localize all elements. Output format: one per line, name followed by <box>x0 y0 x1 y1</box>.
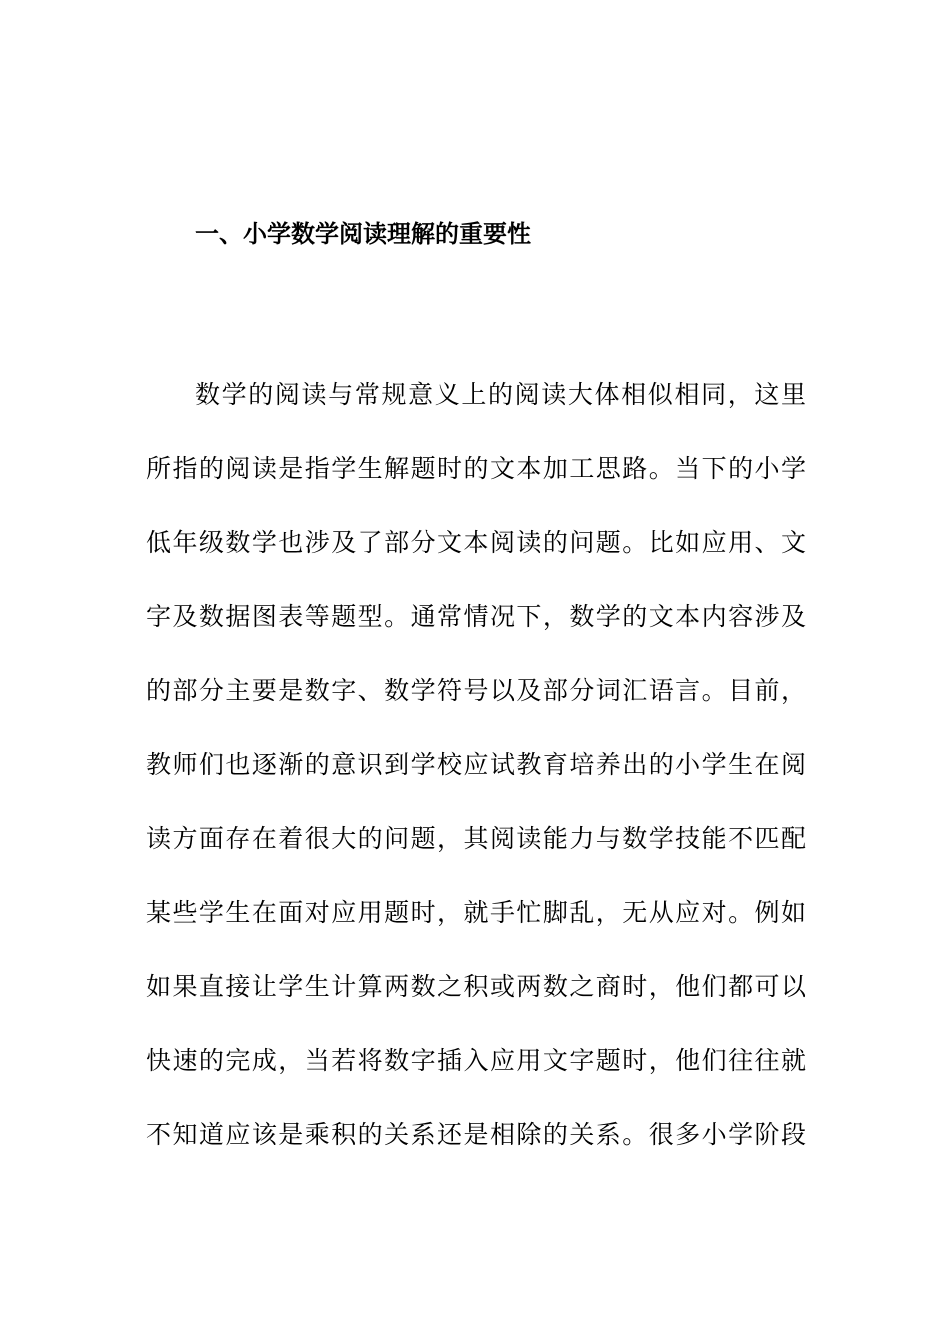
paragraph-line: 的部分主要是数字、数学符号以及部分词汇语言。目前， <box>146 676 806 705</box>
paragraph-line: 不知道应该是乘积的关系还是相除的关系。很多小学阶段 <box>146 1120 806 1149</box>
paragraph-line: 低年级数学也涉及了部分文本阅读的问题。比如应用、文 <box>146 528 806 557</box>
paragraph-line: 数学的阅读与常规意义上的阅读大体相似相同，这里 <box>195 380 806 409</box>
paragraph-line: 如果直接让学生计算两数之积或两数之商时，他们都可以 <box>146 972 806 1001</box>
paragraph-line: 读方面存在着很大的问题，其阅读能力与数学技能不匹配 <box>146 824 806 853</box>
paragraph-line: 快速的完成，当若将数字插入应用文字题时，他们往往就 <box>146 1046 806 1075</box>
paragraph-line: 所指的阅读是指学生解题时的文本加工思路。当下的小学 <box>146 454 806 483</box>
paragraph-line: 教师们也逐渐的意识到学校应试教育培养出的小学生在阅 <box>146 750 806 779</box>
paragraph-line: 某些学生在面对应用题时，就手忙脚乱，无从应对。例如 <box>146 898 806 927</box>
section-heading: 一、小学数学阅读理解的重要性 <box>195 220 531 248</box>
paragraph-line: 字及数据图表等题型。通常情况下，数学的文本内容涉及 <box>146 602 806 631</box>
